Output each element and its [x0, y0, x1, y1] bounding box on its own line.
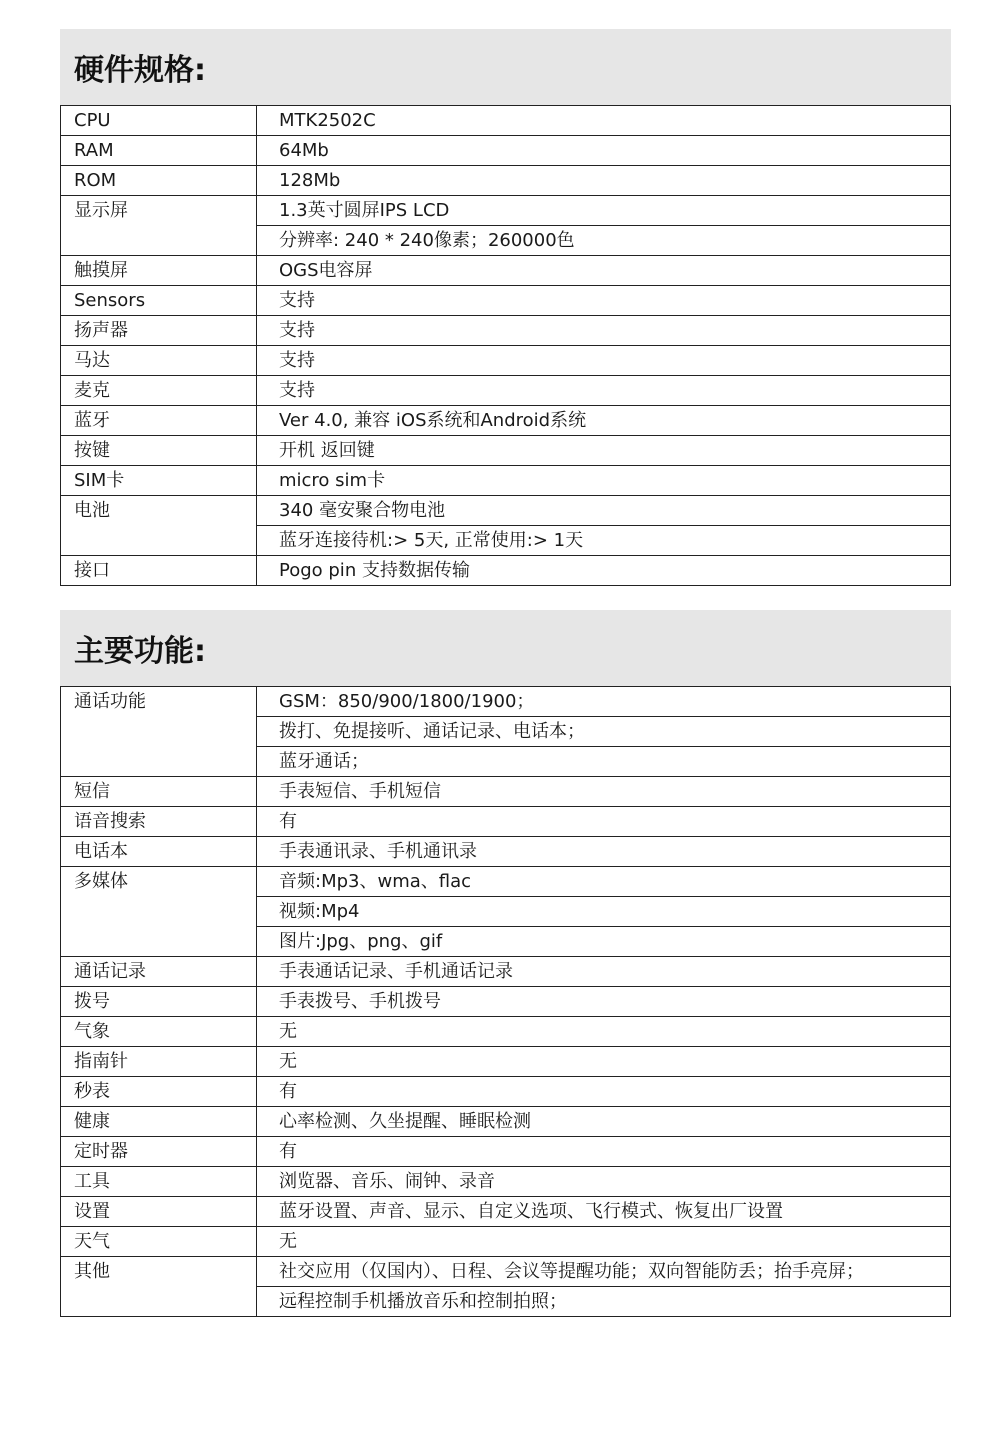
row-value: 340 毫安聚合物电池 [257, 496, 951, 526]
row-label: Sensors [61, 286, 257, 316]
table-row [61, 1197, 951, 1227]
row-label: 按键 [61, 436, 257, 466]
row-value: Ver 4.0, 兼容 iOS系统和Android系统 [257, 406, 951, 436]
row-value: 蓝牙连接待机:> 5天, 正常使用:> 1天 [257, 526, 951, 556]
row-value: GSM：850/900/1800/1900； [257, 687, 951, 717]
row-value: MTK2502C [257, 106, 951, 136]
hardware-section-title: 硬件规格: [60, 29, 951, 105]
row-label: 电池 [61, 496, 257, 556]
table-row [61, 316, 951, 346]
row-label: 电话本 [61, 837, 257, 867]
row-label: RAM [61, 136, 257, 166]
table-row [61, 1227, 951, 1257]
row-label: 通话功能 [61, 687, 257, 777]
row-value: OGS电容屏 [257, 256, 951, 286]
row-value: 支持 [257, 376, 951, 406]
table-row [61, 957, 951, 987]
row-label: 气象 [61, 1017, 257, 1047]
row-value: 无 [257, 1047, 951, 1077]
row-value: 128Mb [257, 166, 951, 196]
row-value: micro sim卡 [257, 466, 951, 496]
row-value: 视频:Mp4 [257, 897, 951, 927]
row-value: 远程控制手机播放音乐和控制拍照； [257, 1287, 951, 1317]
row-label: 天气 [61, 1227, 257, 1257]
row-value: 图片:Jpg、png、gif [257, 927, 951, 957]
table-row [61, 466, 951, 496]
row-value: 手表通话记录、手机通话记录 [257, 957, 951, 987]
table-row [61, 166, 951, 196]
row-label: 触摸屏 [61, 256, 257, 286]
row-label: 接口 [61, 556, 257, 586]
table-row [61, 346, 951, 376]
table-row [61, 987, 951, 1017]
row-label: 指南针 [61, 1047, 257, 1077]
table-row [61, 286, 951, 316]
table-row [61, 1107, 951, 1137]
table-row [61, 196, 951, 226]
row-value: 手表通讯录、手机通讯录 [257, 837, 951, 867]
row-value: 支持 [257, 286, 951, 316]
row-label: 短信 [61, 777, 257, 807]
row-value: 拨打、免提接听、通话记录、电话本； [257, 717, 951, 747]
table-row [61, 1167, 951, 1197]
table-row [61, 1047, 951, 1077]
row-label: 扬声器 [61, 316, 257, 346]
row-label: 设置 [61, 1197, 257, 1227]
table-row [61, 376, 951, 406]
row-value: 支持 [257, 316, 951, 346]
row-value: 64Mb [257, 136, 951, 166]
row-label: 显示屏 [61, 196, 257, 256]
row-value: 心率检测、久坐提醒、睡眠检测 [257, 1107, 951, 1137]
features-section [60, 610, 951, 1317]
row-label: 其他 [61, 1257, 257, 1317]
row-label: 通话记录 [61, 957, 257, 987]
row-label: 马达 [61, 346, 257, 376]
row-label: SIM卡 [61, 466, 257, 496]
row-value: 社交应用（仅国内）、日程、会议等提醒功能；双向智能防丢；抬手亮屏； [257, 1257, 951, 1287]
row-label: 蓝牙 [61, 406, 257, 436]
table-row [61, 1077, 951, 1107]
row-label: CPU [61, 106, 257, 136]
row-value: 有 [257, 1137, 951, 1167]
features-section-title: 主要功能: [60, 610, 951, 686]
table-row [61, 837, 951, 867]
row-value: 浏览器、音乐、闹钟、录音 [257, 1167, 951, 1197]
table-row [61, 106, 951, 136]
row-value: 有 [257, 807, 951, 837]
row-value: Pogo pin 支持数据传输 [257, 556, 951, 586]
row-label: 定时器 [61, 1137, 257, 1167]
row-value: 无 [257, 1227, 951, 1257]
row-value: 蓝牙通话； [257, 747, 951, 777]
table-row [61, 436, 951, 466]
row-value: 无 [257, 1017, 951, 1047]
row-label: 秒表 [61, 1077, 257, 1107]
hardware-section [60, 29, 951, 586]
row-value: 支持 [257, 346, 951, 376]
table-row [61, 1137, 951, 1167]
table-row [61, 1257, 951, 1287]
row-label: 麦克 [61, 376, 257, 406]
row-value: 音频:Mp3、wma、flac [257, 867, 951, 897]
table-row [61, 136, 951, 166]
row-value: 分辨率: 240 * 240像素；260000色 [257, 226, 951, 256]
table-row [61, 496, 951, 526]
row-label: 多媒体 [61, 867, 257, 957]
row-label: 拨号 [61, 987, 257, 1017]
table-row [61, 556, 951, 586]
row-value: 开机 返回键 [257, 436, 951, 466]
row-value: 1.3英寸圆屏IPS LCD [257, 196, 951, 226]
table-row [61, 256, 951, 286]
table-row [61, 406, 951, 436]
row-label: 工具 [61, 1167, 257, 1197]
row-value: 手表拨号、手机拨号 [257, 987, 951, 1017]
table-row [61, 867, 951, 897]
table-row [61, 687, 951, 717]
table-row [61, 777, 951, 807]
table-row [61, 1017, 951, 1047]
hardware-spec-table [60, 105, 951, 586]
row-value: 有 [257, 1077, 951, 1107]
row-label: 语音搜索 [61, 807, 257, 837]
row-value: 蓝牙设置、声音、显示、自定义选项、飞行模式、恢复出厂设置 [257, 1197, 951, 1227]
row-label: 健康 [61, 1107, 257, 1137]
row-label: ROM [61, 166, 257, 196]
features-spec-table [60, 686, 951, 1317]
row-value: 手表短信、手机短信 [257, 777, 951, 807]
table-row [61, 807, 951, 837]
